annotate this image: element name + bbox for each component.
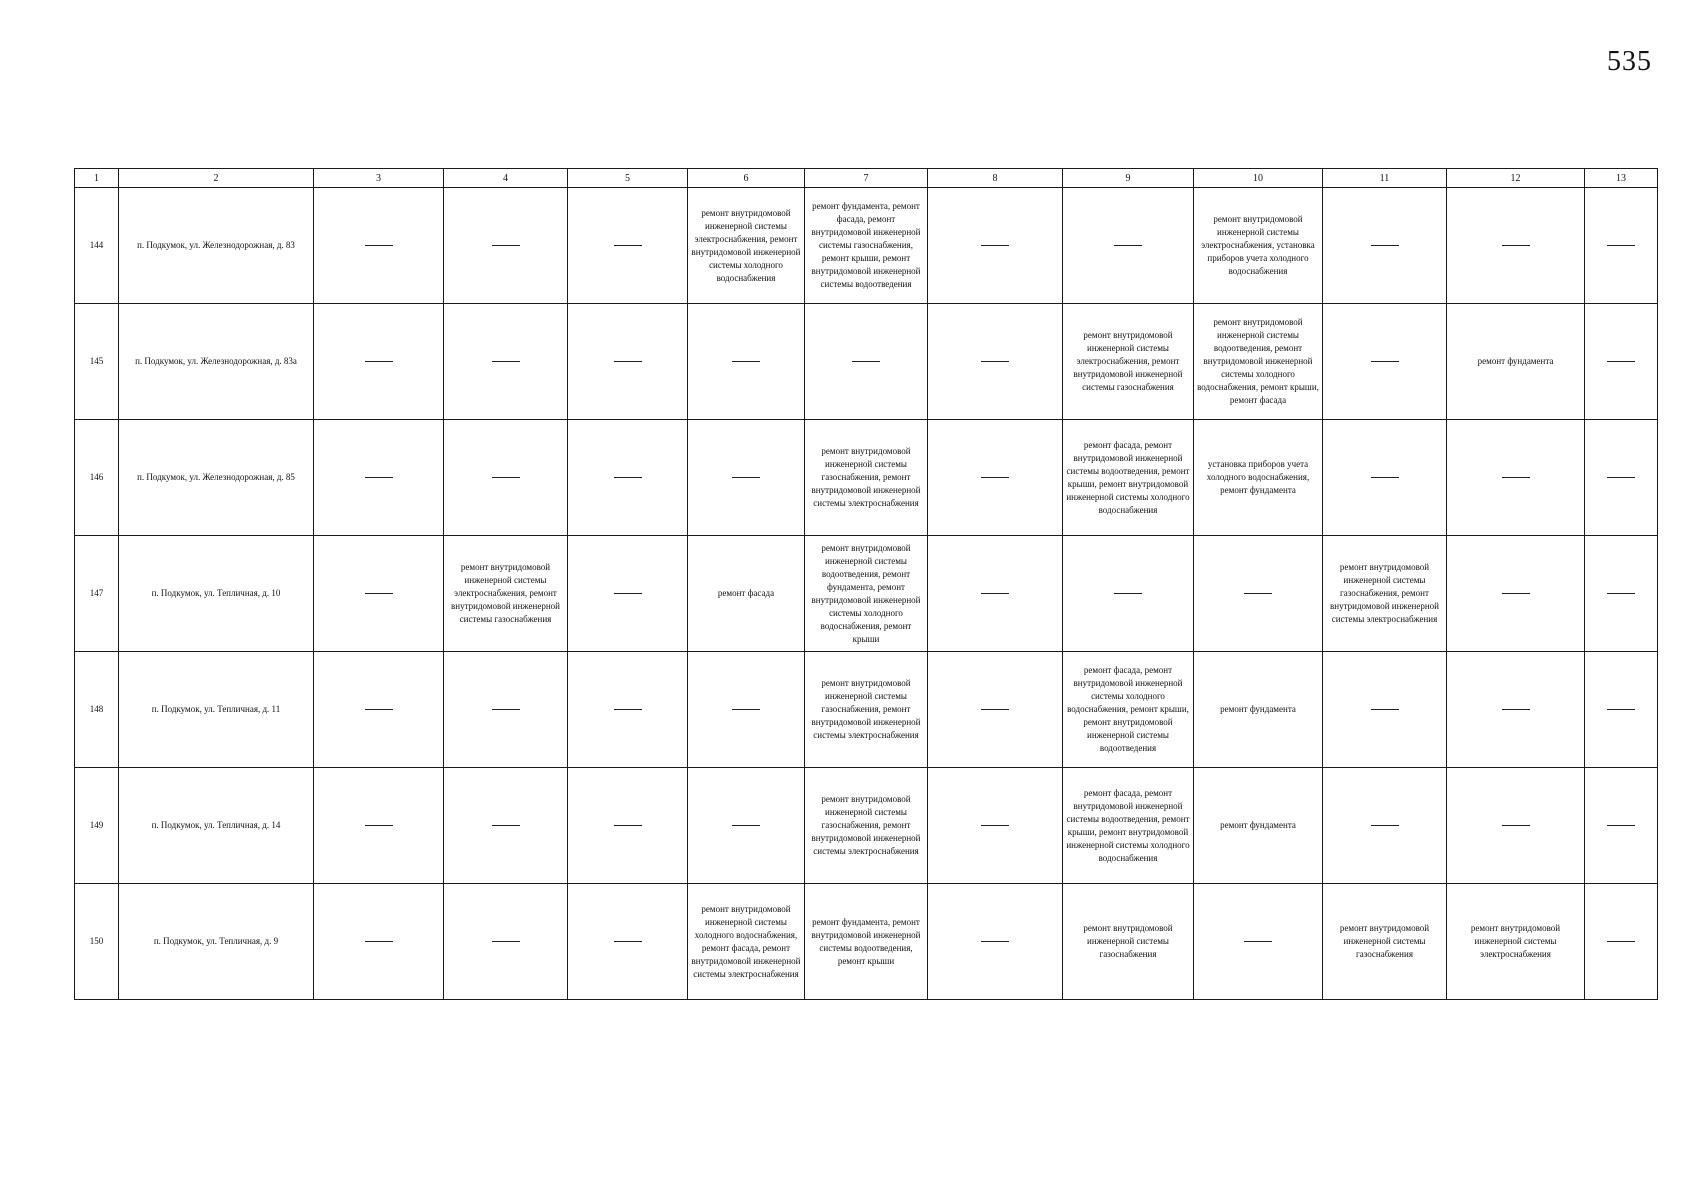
page-number: 535 bbox=[1607, 46, 1652, 77]
empty-cell-dash bbox=[1585, 652, 1658, 768]
empty-cell-dash bbox=[688, 420, 805, 536]
dash-mark bbox=[1371, 709, 1399, 710]
work-type-cell: ремонт внутридомовой инженерной системы газоснабжения bbox=[1063, 884, 1194, 1000]
empty-cell-dash bbox=[1063, 536, 1194, 652]
table-row bbox=[75, 420, 1658, 536]
column-number: 1 bbox=[75, 169, 119, 188]
empty-cell-dash bbox=[314, 304, 444, 420]
empty-cell-dash bbox=[444, 420, 568, 536]
empty-cell-dash bbox=[568, 188, 688, 304]
dash-mark bbox=[1607, 709, 1635, 710]
table-row bbox=[75, 536, 1658, 652]
dash-mark bbox=[614, 709, 642, 710]
dash-mark bbox=[365, 593, 393, 594]
work-type-cell: ремонт внутридомовой инженерной системы водоотведения, ремонт фундамента, ремонт внутридомовой инженерной системы холодного водоснабжения, ремонт крыши bbox=[805, 536, 928, 652]
dash-mark bbox=[492, 941, 520, 942]
empty-cell-dash bbox=[1585, 768, 1658, 884]
empty-cell-dash bbox=[314, 188, 444, 304]
row-number: 148 bbox=[75, 652, 119, 768]
dash-mark bbox=[365, 709, 393, 710]
address-cell: п. Подкумок, ул. Железнодорожная, д. 83а bbox=[119, 304, 314, 420]
dash-mark bbox=[1502, 709, 1530, 710]
empty-cell-dash bbox=[314, 536, 444, 652]
dash-mark bbox=[1114, 593, 1142, 594]
empty-cell-dash bbox=[1585, 536, 1658, 652]
empty-cell-dash bbox=[928, 768, 1063, 884]
column-number: 3 bbox=[314, 169, 444, 188]
empty-cell-dash bbox=[568, 652, 688, 768]
dash-mark bbox=[1502, 477, 1530, 478]
address-cell: п. Подкумок, ул. Тепличная, д. 14 bbox=[119, 768, 314, 884]
empty-cell-dash bbox=[1585, 884, 1658, 1000]
column-number: 10 bbox=[1194, 169, 1323, 188]
dash-mark bbox=[492, 709, 520, 710]
column-number: 7 bbox=[805, 169, 928, 188]
work-type-cell: ремонт фундамента bbox=[1194, 652, 1323, 768]
dash-mark bbox=[614, 593, 642, 594]
dash-mark bbox=[1502, 593, 1530, 594]
dash-mark bbox=[981, 941, 1009, 942]
empty-cell-dash bbox=[1323, 188, 1447, 304]
work-type-cell: ремонт внутридомовой инженерной системы газоснабжения, ремонт внутридомовой инженерной системы электроснабжения bbox=[805, 652, 928, 768]
dash-mark bbox=[492, 825, 520, 826]
empty-cell-dash bbox=[568, 536, 688, 652]
empty-cell-dash bbox=[1447, 536, 1585, 652]
empty-cell-dash bbox=[1447, 420, 1585, 536]
column-number: 2 bbox=[119, 169, 314, 188]
dash-mark bbox=[732, 709, 760, 710]
empty-cell-dash bbox=[568, 304, 688, 420]
column-number: 13 bbox=[1585, 169, 1658, 188]
dash-mark bbox=[1244, 941, 1272, 942]
dash-mark bbox=[1114, 245, 1142, 246]
dash-mark bbox=[614, 361, 642, 362]
column-number: 4 bbox=[444, 169, 568, 188]
dash-mark bbox=[492, 361, 520, 362]
empty-cell-dash bbox=[314, 652, 444, 768]
work-type-cell: ремонт внутридомовой инженерной системы электроснабжения, установка приборов учета холодного водоснабжения bbox=[1194, 188, 1323, 304]
dash-mark bbox=[732, 361, 760, 362]
empty-cell-dash bbox=[568, 884, 688, 1000]
address-cell: п. Подкумок, ул. Тепличная, д. 9 bbox=[119, 884, 314, 1000]
work-type-cell: ремонт фундамента bbox=[1194, 768, 1323, 884]
work-type-cell: ремонт внутридомовой инженерной системы газоснабжения bbox=[1323, 884, 1447, 1000]
dash-mark bbox=[732, 825, 760, 826]
dash-mark bbox=[1502, 825, 1530, 826]
dash-mark bbox=[1607, 361, 1635, 362]
dash-mark bbox=[1607, 245, 1635, 246]
work-type-cell: ремонт внутридомовой инженерной системы холодного водоснабжения, ремонт фасада, ремонт внутридомовой инженерной системы электроснабжения bbox=[688, 884, 805, 1000]
empty-cell-dash bbox=[1323, 768, 1447, 884]
table-row bbox=[75, 188, 1658, 304]
dash-mark bbox=[1607, 593, 1635, 594]
work-type-cell: ремонт фундамента bbox=[1447, 304, 1585, 420]
row-number: 147 bbox=[75, 536, 119, 652]
dash-mark bbox=[1607, 477, 1635, 478]
table-row bbox=[75, 652, 1658, 768]
dash-mark bbox=[365, 941, 393, 942]
dash-mark bbox=[365, 361, 393, 362]
work-type-cell: ремонт внутридомовой инженерной системы газоснабжения, ремонт внутридомовой инженерной системы электроснабжения bbox=[805, 420, 928, 536]
work-type-cell: ремонт фундамента, ремонт фасада, ремонт внутридомовой инженерной системы газоснабжения, ремонт крыши, ремонт внутридомовой инженерной системы водоотведения bbox=[805, 188, 928, 304]
empty-cell-dash bbox=[928, 652, 1063, 768]
empty-cell-dash bbox=[1585, 304, 1658, 420]
empty-cell-dash bbox=[1585, 420, 1658, 536]
empty-cell-dash bbox=[688, 304, 805, 420]
empty-cell-dash bbox=[1194, 884, 1323, 1000]
empty-cell-dash bbox=[688, 768, 805, 884]
row-number: 150 bbox=[75, 884, 119, 1000]
dash-mark bbox=[1607, 825, 1635, 826]
empty-cell-dash bbox=[1323, 304, 1447, 420]
empty-cell-dash bbox=[1447, 768, 1585, 884]
work-type-cell: ремонт фасада, ремонт внутридомовой инженерной системы водоотведения, ремонт крыши, ремонт внутридомовой инженерной системы холодного водоснабжения bbox=[1063, 768, 1194, 884]
dash-mark bbox=[365, 245, 393, 246]
work-type-cell: ремонт внутридомовой инженерной системы газоснабжения, ремонт внутридомовой инженерной системы электроснабжения bbox=[805, 768, 928, 884]
dash-mark bbox=[492, 477, 520, 478]
work-type-cell: ремонт внутридомовой инженерной системы газоснабжения, ремонт внутридомовой инженерной системы электроснабжения bbox=[1323, 536, 1447, 652]
empty-cell-dash bbox=[928, 536, 1063, 652]
dash-mark bbox=[1371, 361, 1399, 362]
column-number: 9 bbox=[1063, 169, 1194, 188]
dash-mark bbox=[614, 941, 642, 942]
column-number: 5 bbox=[568, 169, 688, 188]
dash-mark bbox=[981, 477, 1009, 478]
dash-mark bbox=[614, 825, 642, 826]
column-number: 11 bbox=[1323, 169, 1447, 188]
empty-cell-dash bbox=[444, 304, 568, 420]
empty-cell-dash bbox=[928, 304, 1063, 420]
empty-cell-dash bbox=[688, 652, 805, 768]
dash-mark bbox=[1371, 245, 1399, 246]
dash-mark bbox=[1371, 825, 1399, 826]
address-cell: п. Подкумок, ул. Железнодорожная, д. 85 bbox=[119, 420, 314, 536]
dash-mark bbox=[1371, 477, 1399, 478]
dash-mark bbox=[981, 593, 1009, 594]
column-number-row bbox=[75, 169, 1658, 188]
work-type-cell: ремонт фасада, ремонт внутридомовой инженерной системы холодного водоснабжения, ремонт крыши, ремонт внутридомовой инженерной системы водоотведения bbox=[1063, 652, 1194, 768]
dash-mark bbox=[365, 825, 393, 826]
dash-mark bbox=[981, 245, 1009, 246]
column-number: 12 bbox=[1447, 169, 1585, 188]
dash-mark bbox=[981, 361, 1009, 362]
work-type-cell: ремонт внутридомовой инженерной системы электроснабжения, ремонт внутридомовой инженерной системы газоснабжения bbox=[1063, 304, 1194, 420]
empty-cell-dash bbox=[444, 884, 568, 1000]
empty-cell-dash bbox=[314, 884, 444, 1000]
table-row bbox=[75, 884, 1658, 1000]
empty-cell-dash bbox=[1194, 536, 1323, 652]
table-row bbox=[75, 304, 1658, 420]
dash-mark bbox=[981, 825, 1009, 826]
work-type-cell: ремонт внутридомовой инженерной системы электроснабжения, ремонт внутридомовой инженерной системы холодного водоснабжения bbox=[688, 188, 805, 304]
address-cell: п. Подкумок, ул. Тепличная, д. 11 bbox=[119, 652, 314, 768]
empty-cell-dash bbox=[1447, 652, 1585, 768]
dash-mark bbox=[852, 361, 880, 362]
dash-mark bbox=[732, 477, 760, 478]
empty-cell-dash bbox=[928, 884, 1063, 1000]
table-row bbox=[75, 768, 1658, 884]
repair-schedule-table bbox=[74, 168, 1658, 1000]
dash-mark bbox=[981, 709, 1009, 710]
work-type-cell: ремонт внутридомовой инженерной системы электроснабжения bbox=[1447, 884, 1585, 1000]
work-type-cell: ремонт фундамента, ремонт внутридомовой инженерной системы водоотведения, ремонт крыши bbox=[805, 884, 928, 1000]
dash-mark bbox=[614, 245, 642, 246]
row-number: 145 bbox=[75, 304, 119, 420]
empty-cell-dash bbox=[928, 420, 1063, 536]
empty-cell-dash bbox=[1447, 188, 1585, 304]
empty-cell-dash bbox=[1585, 188, 1658, 304]
dash-mark bbox=[492, 245, 520, 246]
dash-mark bbox=[365, 477, 393, 478]
empty-cell-dash bbox=[568, 420, 688, 536]
row-number: 149 bbox=[75, 768, 119, 884]
empty-cell-dash bbox=[1063, 188, 1194, 304]
column-number: 8 bbox=[928, 169, 1063, 188]
empty-cell-dash bbox=[444, 188, 568, 304]
dash-mark bbox=[614, 477, 642, 478]
empty-cell-dash bbox=[1323, 420, 1447, 536]
column-number: 6 bbox=[688, 169, 805, 188]
empty-cell-dash bbox=[444, 652, 568, 768]
work-type-cell: ремонт внутридомовой инженерной системы водоотведения, ремонт внутридомовой инженерной системы холодного водоснабжения, ремонт крыши, ремонт фасада bbox=[1194, 304, 1323, 420]
dash-mark bbox=[1244, 593, 1272, 594]
empty-cell-dash bbox=[444, 768, 568, 884]
address-cell: п. Подкумок, ул. Железнодорожная, д. 83 bbox=[119, 188, 314, 304]
row-number: 144 bbox=[75, 188, 119, 304]
dash-mark bbox=[1607, 941, 1635, 942]
empty-cell-dash bbox=[928, 188, 1063, 304]
dash-mark bbox=[1502, 245, 1530, 246]
empty-cell-dash bbox=[314, 420, 444, 536]
empty-cell-dash bbox=[314, 768, 444, 884]
work-type-cell: ремонт фасада, ремонт внутридомовой инженерной системы водоотведения, ремонт крыши, ремонт внутридомовой инженерной системы холодного водоснабжения bbox=[1063, 420, 1194, 536]
row-number: 146 bbox=[75, 420, 119, 536]
empty-cell-dash bbox=[805, 304, 928, 420]
work-type-cell: ремонт фасада bbox=[688, 536, 805, 652]
address-cell: п. Подкумок, ул. Тепличная, д. 10 bbox=[119, 536, 314, 652]
work-type-cell: установка приборов учета холодного водоснабжения, ремонт фундамента bbox=[1194, 420, 1323, 536]
empty-cell-dash bbox=[1323, 652, 1447, 768]
work-type-cell: ремонт внутридомовой инженерной системы электроснабжения, ремонт внутридомовой инженерной системы газоснабжения bbox=[444, 536, 568, 652]
empty-cell-dash bbox=[568, 768, 688, 884]
